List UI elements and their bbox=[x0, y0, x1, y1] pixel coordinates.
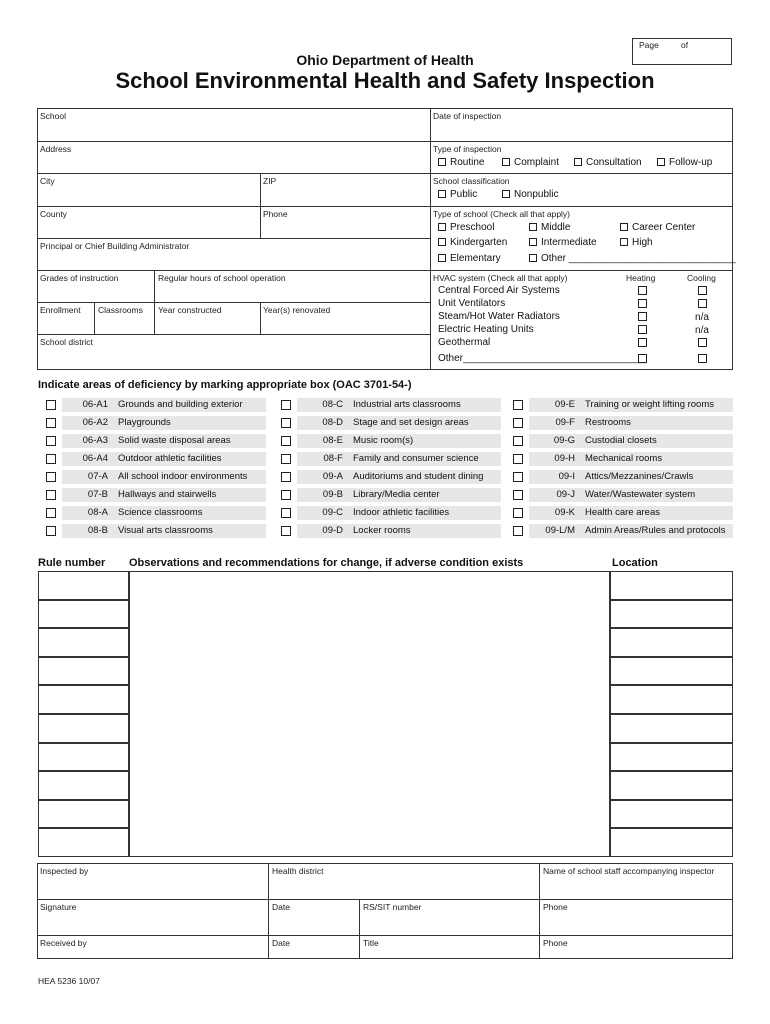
area-name: Custodial closets bbox=[585, 435, 657, 446]
deficiency-checkbox[interactable] bbox=[281, 400, 291, 410]
deficiency-checkbox[interactable] bbox=[46, 400, 56, 410]
rule-code: 09-K bbox=[554, 507, 575, 518]
hvac-row-label: Unit Ventilators bbox=[438, 298, 506, 309]
deficiency-row bbox=[529, 398, 733, 412]
rule-code: 09-D bbox=[322, 525, 343, 536]
deficiency-checkbox[interactable] bbox=[46, 508, 56, 518]
hvac-row-label: Electric Heating Units bbox=[438, 324, 534, 335]
deficiency-row bbox=[297, 488, 501, 502]
cooling-checkbox[interactable] bbox=[687, 338, 717, 349]
area-name: Family and consumer science bbox=[353, 453, 479, 464]
option-complaint[interactable]: Complaint bbox=[502, 157, 559, 168]
observations-textarea[interactable] bbox=[129, 571, 610, 857]
area-name: Training or weight lifting rooms bbox=[585, 399, 715, 410]
type-of-inspection-label: Type of inspection bbox=[433, 144, 502, 154]
rule-code: 07-A bbox=[87, 471, 108, 482]
deficiency-checkbox[interactable] bbox=[513, 454, 523, 464]
rule-number-cell[interactable] bbox=[38, 571, 129, 600]
rule-code: 09-J bbox=[556, 489, 575, 500]
deficiency-checkbox[interactable] bbox=[46, 454, 56, 464]
hours-field[interactable]: Regular hours of school operation bbox=[158, 273, 286, 283]
checkbox-icon bbox=[438, 190, 446, 198]
rule-number-cell[interactable] bbox=[38, 771, 129, 800]
observations-header: Observations and recommendations for change, if adverse condition exists bbox=[129, 557, 524, 569]
deficiency-checkbox[interactable] bbox=[46, 526, 56, 536]
rule-code: 06-A1 bbox=[82, 399, 108, 410]
deficiency-row bbox=[62, 506, 266, 520]
page-label: Page bbox=[639, 40, 659, 50]
hvac-row-label: Steam/Hot Water Radiators bbox=[438, 311, 560, 322]
deficiency-checkbox[interactable] bbox=[513, 436, 523, 446]
deficiency-checkbox[interactable] bbox=[513, 508, 523, 518]
rule-number-cell[interactable] bbox=[38, 714, 129, 743]
cooling-checkbox[interactable] bbox=[687, 286, 717, 297]
rs-sit-number-field[interactable]: RS/SIT number bbox=[363, 902, 422, 912]
rule-code: 08-E bbox=[322, 435, 343, 446]
deficiency-row bbox=[62, 398, 266, 412]
rule-code: 09-F bbox=[555, 417, 575, 428]
rule-number-cell[interactable] bbox=[38, 600, 129, 629]
form-id: HEA 5236 10/07 bbox=[38, 976, 100, 986]
deficiency-heading: Indicate areas of deficiency by marking appropriate box (OAC 3701-54-) bbox=[38, 379, 412, 391]
rule-code: 06-A4 bbox=[82, 453, 108, 464]
classrooms-field[interactable]: Classrooms bbox=[98, 305, 143, 315]
checkbox-icon bbox=[620, 223, 628, 231]
area-name: Grounds and building exterior bbox=[118, 399, 243, 410]
option-preschool[interactable]: Preschool bbox=[438, 222, 494, 233]
area-name: Attics/Mezzanines/Crawls bbox=[585, 471, 694, 482]
rule-number-cell[interactable] bbox=[38, 657, 129, 686]
deficiency-row bbox=[62, 434, 266, 448]
option-middle[interactable]: Middle bbox=[529, 222, 570, 233]
deficiency-row bbox=[297, 470, 501, 484]
deficiency-row bbox=[529, 524, 733, 538]
area-name: Industrial arts classrooms bbox=[353, 399, 461, 410]
staff-name-field[interactable]: Name of school staff accompanying inspector bbox=[543, 866, 715, 876]
rule-code: 08-B bbox=[87, 525, 108, 536]
checkbox-icon bbox=[438, 254, 446, 262]
area-name: Restrooms bbox=[585, 417, 631, 428]
deficiency-checkbox[interactable] bbox=[46, 472, 56, 482]
area-name: Solid waste disposal areas bbox=[118, 435, 231, 446]
location-cell[interactable] bbox=[610, 600, 733, 629]
deficiency-row bbox=[62, 452, 266, 466]
option-routine[interactable]: Routine bbox=[438, 157, 484, 168]
option-nonpublic[interactable]: Nonpublic bbox=[502, 189, 558, 200]
rule-number-cell[interactable] bbox=[38, 800, 129, 829]
year-constructed-field[interactable]: Year constructed bbox=[158, 305, 222, 315]
heating-checkbox[interactable] bbox=[627, 325, 657, 336]
deficiency-checkbox[interactable] bbox=[46, 418, 56, 428]
rule-code: 09-I bbox=[558, 471, 575, 482]
phone-field[interactable]: Phone bbox=[543, 902, 568, 912]
city-field[interactable]: City bbox=[40, 176, 55, 186]
rule-code: 09-G bbox=[553, 435, 575, 446]
deficiency-row bbox=[297, 434, 501, 448]
rule-number-cell[interactable] bbox=[38, 685, 129, 714]
of-label: of bbox=[681, 40, 689, 50]
principal-field[interactable]: Principal or Chief Building Administrator bbox=[40, 241, 190, 251]
deficiency-row bbox=[529, 506, 733, 520]
checkbox-icon bbox=[574, 158, 582, 166]
deficiency-row bbox=[62, 470, 266, 484]
hvac-row-label: Central Forced Air Systems bbox=[438, 285, 560, 296]
deficiency-checkbox[interactable] bbox=[281, 490, 291, 500]
checkbox-icon bbox=[502, 190, 510, 198]
location-cell[interactable] bbox=[610, 828, 733, 857]
location-cell[interactable] bbox=[610, 685, 733, 714]
county-field[interactable]: County bbox=[40, 209, 67, 219]
deficiency-checkbox[interactable] bbox=[513, 400, 523, 410]
area-name: Visual arts classrooms bbox=[118, 525, 213, 536]
area-name: Admin Areas/Rules and protocols bbox=[585, 525, 726, 536]
deficiency-row bbox=[297, 452, 501, 466]
deficiency-row bbox=[529, 416, 733, 430]
rule-code: 07-B bbox=[87, 489, 108, 500]
deficiency-row bbox=[297, 416, 501, 430]
area-name: Mechanical rooms bbox=[585, 453, 663, 464]
checkbox-icon bbox=[502, 158, 510, 166]
option-other-school[interactable]: Other ______________________________ bbox=[529, 253, 736, 264]
rule-code: 06-A2 bbox=[82, 417, 108, 428]
rule-code: 09-C bbox=[322, 507, 343, 518]
school-field[interactable]: School bbox=[40, 111, 66, 121]
option-career-center[interactable]: Career Center bbox=[620, 222, 695, 233]
checkbox-icon bbox=[620, 238, 628, 246]
year-renovated-field[interactable]: Year(s) renovated bbox=[263, 305, 331, 315]
option-follow-up[interactable]: Follow-up bbox=[657, 157, 712, 168]
received-by-field[interactable]: Received by bbox=[40, 938, 87, 948]
form-title: School Environmental Health and Safety Inspection bbox=[115, 68, 655, 93]
heating-checkbox[interactable] bbox=[627, 338, 657, 349]
deficiency-row bbox=[62, 416, 266, 430]
deficiency-row bbox=[529, 488, 733, 502]
location-cell[interactable] bbox=[610, 714, 733, 743]
location-cell[interactable] bbox=[610, 657, 733, 686]
cooling-checkbox[interactable] bbox=[687, 299, 717, 310]
deficiency-row bbox=[529, 470, 733, 484]
area-name: Indoor athletic facilities bbox=[353, 507, 450, 518]
checkbox-icon bbox=[438, 158, 446, 166]
deficiency-checkbox[interactable] bbox=[281, 526, 291, 536]
deficiency-checkbox[interactable] bbox=[513, 526, 523, 536]
area-name: Music room(s) bbox=[353, 435, 414, 446]
area-name: Health care areas bbox=[585, 507, 660, 518]
rule-number-header: Rule number bbox=[38, 557, 106, 569]
cooling-header: Cooling bbox=[687, 273, 716, 283]
hvac-label: HVAC system (Check all that apply) bbox=[433, 273, 568, 283]
area-name: Water/Wastewater system bbox=[585, 489, 696, 500]
area-name: All school indoor environments bbox=[118, 471, 248, 482]
rule-code: 08-C bbox=[322, 399, 343, 410]
phone-field[interactable]: Phone bbox=[263, 209, 288, 219]
checkbox-icon bbox=[529, 238, 537, 246]
location-cell[interactable] bbox=[610, 571, 733, 600]
rule-code: 06-A3 bbox=[82, 435, 108, 446]
agency-name: Ohio Department of Health bbox=[296, 52, 474, 68]
rule-code: 08-F bbox=[323, 453, 343, 464]
deficiency-checkbox[interactable] bbox=[513, 418, 523, 428]
rule-code: 09-E bbox=[554, 399, 575, 410]
option-consultation[interactable]: Consultation bbox=[574, 157, 642, 168]
location-header: Location bbox=[612, 557, 658, 569]
heating-checkbox[interactable] bbox=[627, 312, 657, 323]
deficiency-checkbox[interactable] bbox=[513, 472, 523, 482]
location-cell[interactable] bbox=[610, 800, 733, 829]
title-field[interactable]: Title bbox=[363, 938, 379, 948]
deficiency-row bbox=[297, 506, 501, 520]
health-district-field[interactable]: Health district bbox=[272, 866, 324, 876]
location-cell[interactable] bbox=[610, 628, 733, 657]
option-public[interactable]: Public bbox=[438, 189, 477, 200]
rule-code: 09-A bbox=[322, 471, 343, 482]
cooling-na-label: n/a bbox=[695, 312, 709, 323]
area-name: Science classrooms bbox=[118, 507, 203, 518]
heating-checkbox[interactable] bbox=[627, 286, 657, 297]
location-cell[interactable] bbox=[610, 743, 733, 772]
deficiency-checkbox[interactable] bbox=[281, 454, 291, 464]
checkbox-icon bbox=[438, 238, 446, 246]
address-field[interactable]: Address bbox=[40, 144, 72, 154]
date-of-inspection-field[interactable]: Date of inspection bbox=[433, 111, 502, 121]
rule-code: 09-L/M bbox=[545, 525, 575, 536]
zip-field[interactable]: ZIP bbox=[263, 176, 277, 186]
rule-number-cell[interactable] bbox=[38, 828, 129, 857]
school-district-field[interactable]: School district bbox=[40, 337, 93, 347]
deficiency-checkbox[interactable] bbox=[513, 490, 523, 500]
hvac-row-label: Geothermal bbox=[438, 337, 491, 348]
rule-number-cell[interactable] bbox=[38, 628, 129, 657]
deficiency-checkbox[interactable] bbox=[281, 436, 291, 446]
area-name: Stage and set design areas bbox=[353, 417, 469, 428]
location-cell[interactable] bbox=[610, 771, 733, 800]
option-high[interactable]: High bbox=[620, 237, 653, 248]
checkbox-icon bbox=[529, 223, 537, 231]
deficiency-row bbox=[297, 524, 501, 538]
deficiency-row bbox=[529, 434, 733, 448]
option-kindergarten[interactable]: Kindergarten bbox=[438, 237, 507, 248]
deficiency-checkbox[interactable] bbox=[46, 490, 56, 500]
date-field[interactable]: Date bbox=[272, 938, 290, 948]
deficiency-row bbox=[62, 488, 266, 502]
rule-code: 08-D bbox=[322, 417, 343, 428]
grades-field[interactable]: Grades of instruction bbox=[40, 273, 119, 283]
checkbox-icon bbox=[438, 223, 446, 231]
area-name: Auditoriums and student dining bbox=[353, 471, 484, 482]
deficiency-checkbox[interactable] bbox=[281, 472, 291, 482]
deficiency-checkbox[interactable] bbox=[281, 508, 291, 518]
cooling-na-label: n/a bbox=[695, 325, 709, 336]
inspected-by-field[interactable]: Inspected by bbox=[40, 866, 89, 876]
checkbox-icon bbox=[529, 254, 537, 262]
rule-code: 09-B bbox=[322, 489, 343, 500]
deficiency-row bbox=[297, 398, 501, 412]
area-name: Locker rooms bbox=[353, 525, 411, 536]
rule-code: 09-H bbox=[554, 453, 575, 464]
cooling-checkbox[interactable] bbox=[687, 354, 717, 365]
heating-header: Heating bbox=[626, 273, 656, 283]
heating-checkbox[interactable] bbox=[627, 354, 657, 365]
checkbox-icon bbox=[657, 158, 665, 166]
type-of-school-label: Type of school (Check all that apply) bbox=[433, 209, 571, 219]
enrollment-field[interactable]: Enrollment bbox=[40, 305, 81, 315]
option-elementary[interactable]: Elementary bbox=[438, 253, 501, 264]
hvac-row-label: Other_________________________________ bbox=[438, 353, 647, 364]
school-classification-label: School classification bbox=[433, 176, 510, 186]
deficiency-checkbox[interactable] bbox=[46, 436, 56, 446]
area-name: Outdoor athletic facilities bbox=[118, 453, 222, 464]
rule-number-cell[interactable] bbox=[38, 743, 129, 772]
area-name: Library/Media center bbox=[353, 489, 440, 500]
rule-code: 08-A bbox=[87, 507, 108, 518]
area-name: Hallways and stairwells bbox=[118, 489, 217, 500]
option-intermediate[interactable]: Intermediate bbox=[529, 237, 597, 248]
deficiency-row bbox=[529, 452, 733, 466]
area-name: Playgrounds bbox=[118, 417, 171, 428]
signature-field[interactable]: Signature bbox=[40, 902, 77, 912]
deficiency-row bbox=[62, 524, 266, 538]
deficiency-checkbox[interactable] bbox=[281, 418, 291, 428]
phone-field[interactable]: Phone bbox=[543, 938, 568, 948]
heating-checkbox[interactable] bbox=[627, 299, 657, 310]
date-field[interactable]: Date bbox=[272, 902, 290, 912]
